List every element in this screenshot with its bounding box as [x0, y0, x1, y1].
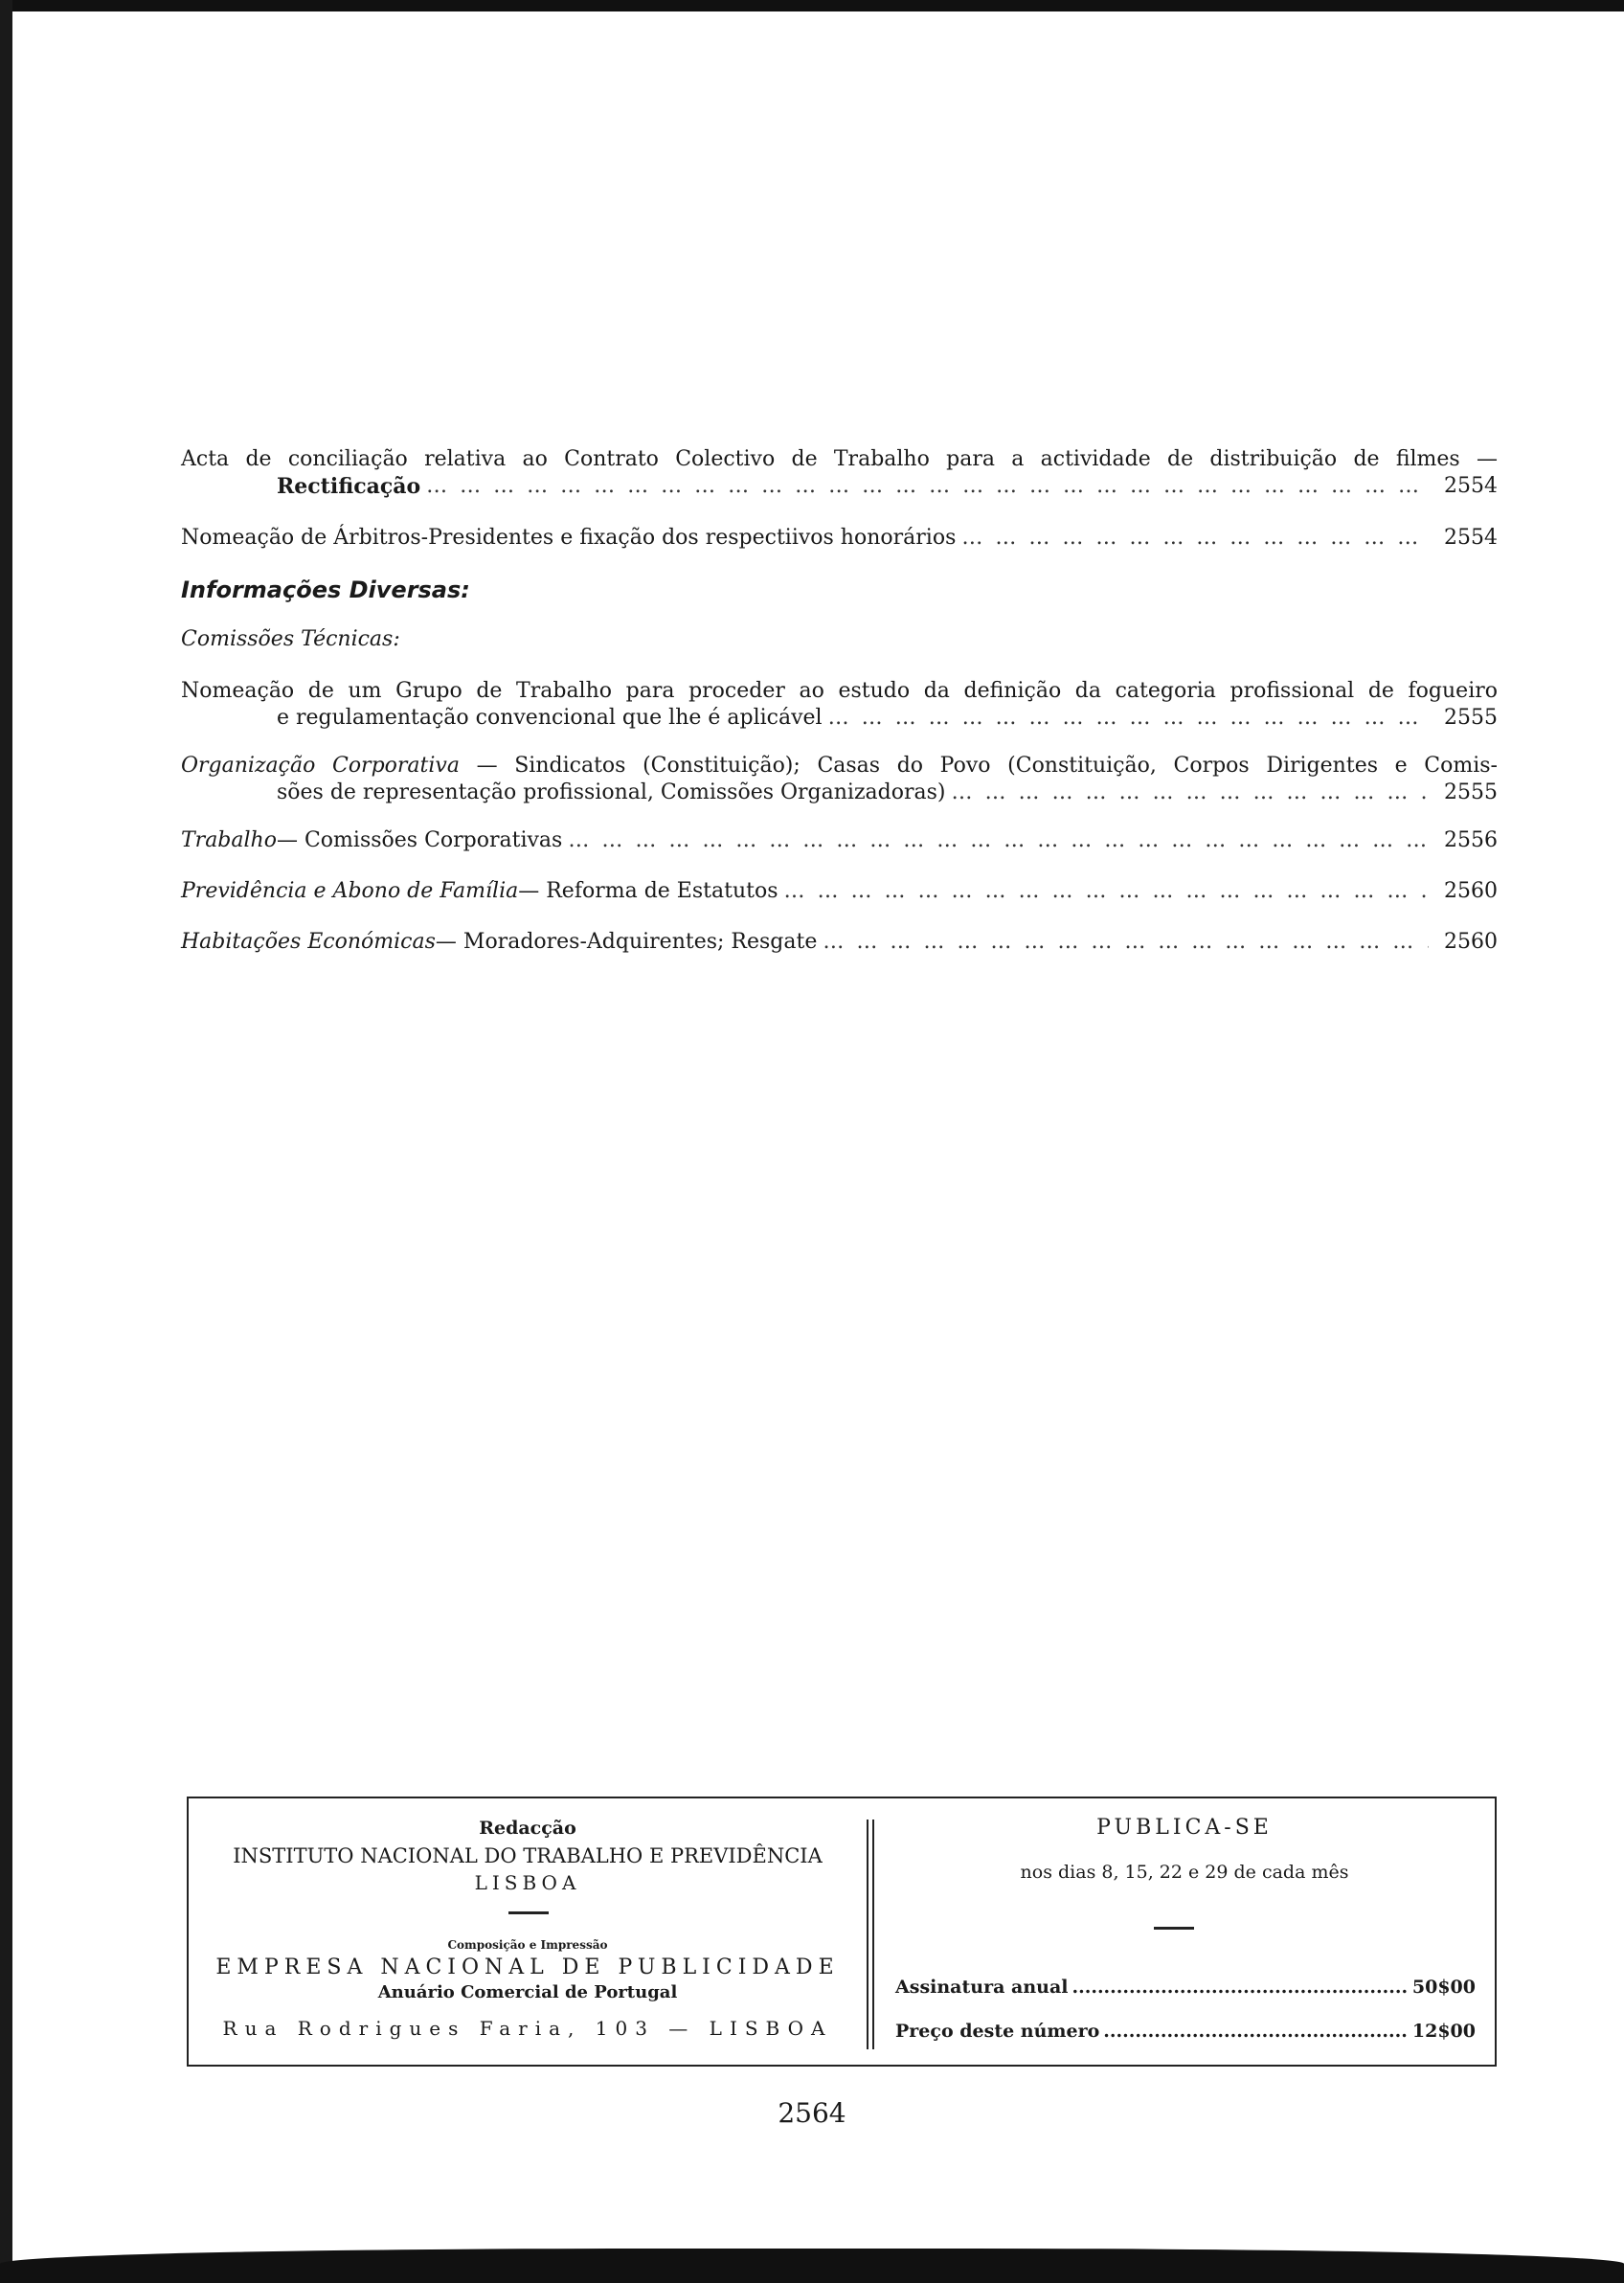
dot-leader	[1103, 2021, 1409, 2042]
scan-edge-bottom	[0, 2249, 1624, 2283]
annual-subscription-label: Assinatura anual	[895, 1977, 1069, 1998]
toc-page-number: 2556	[1444, 828, 1498, 852]
toc-entry-title: — Reforma de Estatutos	[518, 879, 778, 903]
toc-page-number: 2554	[1444, 474, 1498, 498]
toc-entry-line2	[181, 473, 1498, 500]
company-subtitle: Anuário Comercial de Portugal	[377, 1982, 678, 2002]
toc-entry	[181, 678, 1498, 732]
toc-entry-category: Trabalho	[181, 828, 277, 852]
publisher-column	[189, 1798, 867, 2065]
scan-edge-left	[0, 0, 12, 2283]
short-rule	[508, 1911, 549, 1914]
toc-entry-title: sões de representação profissional, Comissões Organizadoras)	[277, 780, 946, 804]
toc-entry-title: e regulamentação convencional que lhe é aplicável	[277, 706, 823, 730]
toc-entry-title: Nomeação de Árbitros-Presidentes e fixação dos respectiivos honorários	[181, 526, 957, 550]
dot-leader	[961, 525, 1429, 552]
toc-page-number: 2555	[1444, 706, 1498, 730]
issue-price-row	[895, 2021, 1476, 2042]
publication-schedule: nos dias 8, 15, 22 e 29 de cada mês	[1020, 1862, 1349, 1883]
toc-entry-category: Previdência e Abono de Família	[181, 879, 519, 903]
publication-info-box	[187, 1797, 1497, 2067]
dot-leader	[426, 473, 1429, 500]
short-rule	[1154, 1927, 1194, 1930]
toc-entry	[181, 929, 1498, 956]
redaccao-label: Redacção	[479, 1818, 576, 1839]
table-of-contents	[181, 446, 1498, 956]
page-number: 2564	[778, 2097, 846, 2129]
annual-subscription-price: 50$00	[1411, 1977, 1476, 1998]
toc-entry	[181, 878, 1498, 905]
toc-page-number: 2554	[1444, 526, 1498, 550]
toc-entry	[181, 525, 1498, 552]
annual-subscription-row	[895, 1977, 1476, 1998]
institute-city: LISBOA	[474, 1871, 581, 1894]
dot-leader	[568, 827, 1429, 854]
publica-se-label: PUBLICA-SE	[1096, 1816, 1273, 1840]
toc-entry-line1: Nomeação de um Grupo de Trabalho para proceder ao estudo da definição da categoria profissional de fogueiro	[181, 679, 1498, 703]
dot-leader	[828, 705, 1429, 732]
toc-page-number: 2555	[1444, 780, 1498, 804]
section-title: Informações Diversas:	[181, 576, 470, 603]
toc-entry-line2	[181, 780, 1498, 806]
toc-entry-line1	[181, 753, 1498, 780]
issue-price-label: Preço deste número	[895, 2021, 1100, 2042]
company-address: Rua Rodrigues Faria, 103 — LISBOA	[222, 2017, 833, 2040]
toc-entry	[181, 753, 1498, 806]
composicao-label: Composição e Impressão	[447, 1938, 608, 1952]
double-divider	[867, 1820, 874, 2049]
subscription-column	[874, 1798, 1495, 2065]
dot-leader	[952, 780, 1430, 806]
dot-leader	[823, 929, 1429, 956]
toc-entry-title: — Sindicatos (Constituição); Casas do Povo (Constituição, Corpos Dirigentes e Comis-	[459, 754, 1498, 778]
dot-leader	[784, 878, 1430, 905]
issue-price-value: 12$00	[1411, 2021, 1476, 2042]
toc-entry-category: Habitações Económicas	[181, 930, 436, 954]
dot-leader	[1071, 1977, 1408, 1998]
toc-entry-category: Organização Corporativa	[181, 754, 460, 778]
subsection-title: Comissões Técnicas:	[181, 627, 400, 651]
toc-page-number: 2560	[1444, 879, 1498, 903]
company-name: EMPRESA NACIONAL DE PUBLICIDADE	[215, 1955, 840, 1979]
toc-entry	[181, 446, 1498, 500]
toc-entry	[181, 827, 1498, 854]
toc-entry-line2	[181, 705, 1498, 732]
toc-entry-line1: Acta de conciliação relativa ao Contrato Colectivo de Trabalho para a actividade de distribuição de filmes —	[181, 447, 1498, 471]
institute-name: INSTITUTO NACIONAL DO TRABALHO E PREVIDÊNCIA	[233, 1844, 823, 1867]
scan-edge-top	[0, 0, 1624, 11]
toc-page-number: 2560	[1444, 930, 1498, 954]
toc-entry-title: — Comissões Corporativas	[276, 828, 563, 852]
toc-entry-title: — Moradores-Adquirentes; Resgate	[435, 930, 818, 954]
toc-entry-title: Rectificação	[277, 474, 421, 499]
